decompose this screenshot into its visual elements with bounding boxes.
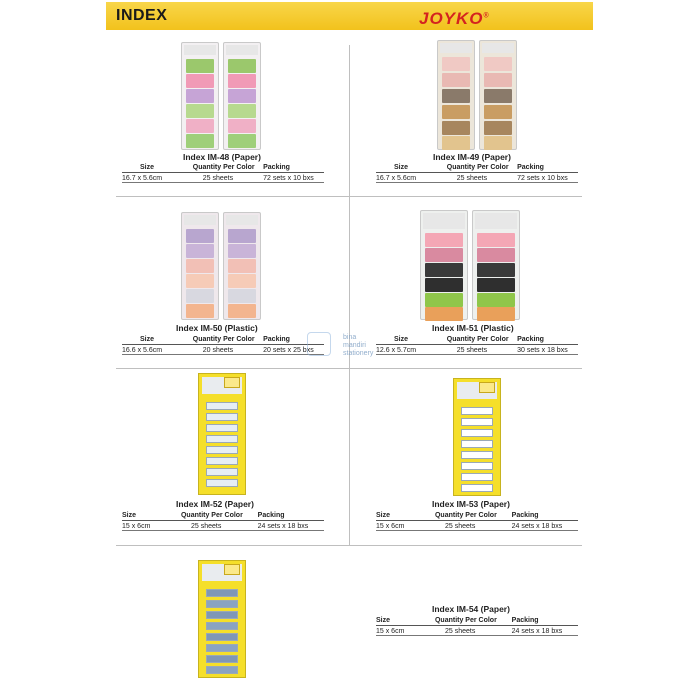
product-image-im52	[198, 373, 246, 495]
column-header-packing: Packing	[263, 335, 324, 345]
column-header-size: Size	[122, 511, 181, 521]
column-header-qty: Quantity Per Color	[181, 511, 258, 521]
column-header-packing: Packing	[517, 163, 578, 173]
qty-value: 25 sheets	[435, 626, 512, 636]
product-image-im49-b	[479, 40, 517, 150]
size-value: 15 x 6cm	[376, 521, 435, 531]
column-header-qty: Quantity Per Color	[193, 163, 263, 173]
product-title-im50: Index IM-50 (Plastic)	[176, 323, 258, 333]
table-row	[376, 173, 578, 183]
product-title-im51: Index IM-51 (Plastic)	[432, 323, 514, 333]
column-divider	[349, 45, 350, 545]
column-header-qty: Quantity Per Color	[435, 616, 512, 626]
brand-name: JOYKO	[419, 9, 484, 28]
size-value: 15 x 6cm	[122, 521, 181, 531]
qty-value: 25 sheets	[181, 521, 258, 531]
spec-table-im52	[122, 511, 324, 531]
spec-table-im49	[376, 163, 578, 183]
column-header-size: Size	[376, 511, 435, 521]
qty-value: 25 sheets	[447, 173, 517, 183]
column-header-packing: Packing	[263, 163, 324, 173]
product-image-im48-b	[223, 42, 261, 150]
packing-value: 72 sets x 10 bxs	[263, 173, 324, 183]
column-header-qty: Quantity Per Color	[447, 335, 517, 345]
table-row	[122, 521, 324, 531]
column-header-size: Size	[376, 163, 447, 173]
size-value: 16.7 x 5.6cm	[376, 173, 447, 183]
watermark-line1: bina	[343, 334, 357, 341]
qty-value: 25 sheets	[435, 521, 512, 531]
qty-value: 20 sheets	[193, 345, 263, 355]
table-row	[376, 345, 578, 355]
packing-value: 24 sets x 18 bxs	[258, 521, 324, 531]
column-header-packing: Packing	[512, 616, 578, 626]
spec-table-im48	[122, 163, 324, 183]
product-image-im50-b	[223, 212, 261, 320]
qty-value: 25 sheets	[447, 345, 517, 355]
product-image-im53	[453, 378, 501, 496]
page-header	[106, 2, 593, 30]
size-value: 15 x 6cm	[376, 626, 435, 636]
product-image-im49-a	[437, 40, 475, 150]
size-value: 16.7 x 5.6cm	[122, 173, 193, 183]
table-row	[376, 626, 578, 636]
packing-value: 72 sets x 10 bxs	[517, 173, 578, 183]
watermark-line2: mandiri	[343, 342, 366, 349]
column-header-size: Size	[122, 335, 193, 345]
product-title-im49: Index IM-49 (Paper)	[433, 152, 511, 162]
spec-table-im51	[376, 335, 578, 355]
registered-mark: ®	[483, 12, 490, 20]
table-row	[122, 173, 324, 183]
spec-table-im50	[122, 335, 324, 355]
product-title-im53: Index IM-53 (Paper)	[432, 499, 510, 509]
watermark	[313, 334, 373, 358]
packing-value: 24 sets x 18 bxs	[512, 626, 578, 636]
page-title: INDEX	[116, 7, 168, 24]
spec-table-im54	[376, 616, 578, 636]
packing-value: 30 sets x 18 bxs	[517, 345, 578, 355]
product-title-im52: Index IM-52 (Paper)	[176, 499, 254, 509]
table-row	[122, 345, 324, 355]
column-header-packing: Packing	[517, 335, 578, 345]
product-image-im54	[198, 560, 246, 678]
packing-value: 20 sets x 25 bxs	[263, 345, 324, 355]
column-header-size: Size	[376, 335, 447, 345]
spec-table-im53	[376, 511, 578, 531]
watermark-logo-icon	[307, 332, 331, 356]
table-row	[376, 521, 578, 531]
product-title-im54: Index IM-54 (Paper)	[432, 604, 510, 614]
size-value: 16.6 x 5.6cm	[122, 345, 193, 355]
product-image-im51-b	[472, 210, 520, 320]
column-header-packing: Packing	[258, 511, 324, 521]
column-header-qty: Quantity Per Color	[435, 511, 512, 521]
column-header-size: Size	[122, 163, 193, 173]
column-header-packing: Packing	[512, 511, 578, 521]
brand-logo	[419, 9, 490, 29]
watermark-line3: stationery	[343, 350, 374, 357]
row-divider-3	[116, 545, 582, 546]
row-divider-1	[116, 196, 582, 197]
column-header-qty: Quantity Per Color	[447, 163, 517, 173]
qty-value: 25 sheets	[193, 173, 263, 183]
column-header-qty: Quantity Per Color	[193, 335, 263, 345]
product-image-im51-a	[420, 210, 468, 320]
packing-value: 24 sets x 18 bxs	[512, 521, 578, 531]
product-title-im48: Index IM-48 (Paper)	[183, 152, 261, 162]
column-header-size: Size	[376, 616, 435, 626]
product-image-im50-a	[181, 212, 219, 320]
size-value: 12.6 x 5.7cm	[376, 345, 447, 355]
product-image-im48-a	[181, 42, 219, 150]
row-divider-2	[116, 368, 582, 369]
